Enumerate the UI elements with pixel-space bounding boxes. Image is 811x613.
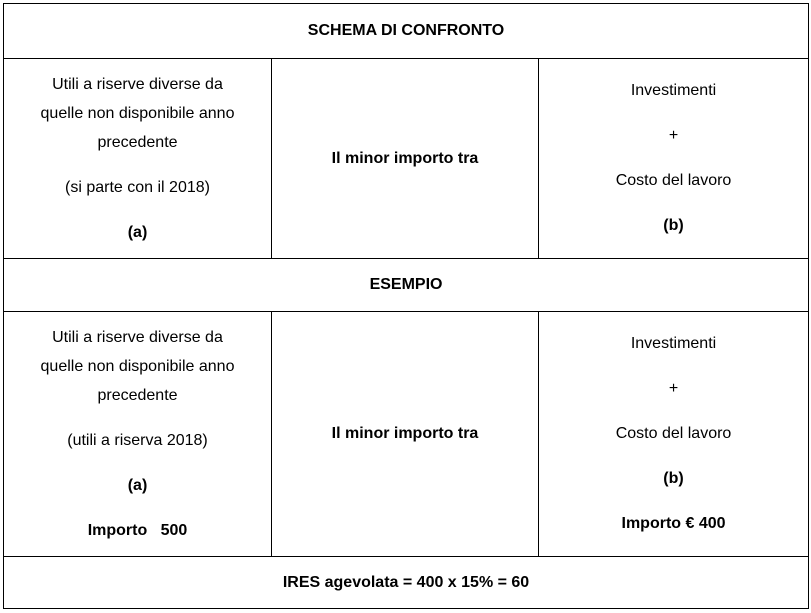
example-left-line-3: precedente (97, 386, 178, 404)
example-right-amount: Importo € 400 (621, 515, 726, 532)
footer-row (4, 557, 809, 609)
example-title: ESEMPIO (4, 259, 809, 312)
example-left-cell (4, 312, 272, 557)
example-header-row (4, 259, 809, 312)
example-left-line-1: Utili a riserve diverse da (52, 328, 223, 346)
example-right-label: (b) (663, 470, 684, 487)
ires-formula: IRES agevolata = 400 x 15% = 60 (4, 557, 809, 609)
example-left-note: (utili a riserva 2018) (67, 431, 208, 449)
schema-header-row (4, 4, 809, 59)
example-left-line-2: quelle non disponibile anno (40, 357, 235, 375)
example-row (4, 312, 809, 557)
schema-left-line-1: Utili a riserve diverse da (52, 75, 223, 93)
example-right-cell (539, 312, 809, 557)
example-left-label: (a) (127, 476, 148, 494)
schema-right-label: (b) (663, 217, 684, 234)
example-right-plus: + (668, 380, 679, 397)
comparison-table (3, 3, 809, 609)
example-middle-cell: Il minor importo tra (272, 312, 539, 557)
schema-title: SCHEMA DI CONFRONTO (4, 4, 809, 59)
schema-left-line-3: precedente (97, 133, 178, 151)
schema-right-investimenti: Investimenti (630, 82, 717, 99)
schema-right-costo-lavoro: Costo del lavoro (615, 172, 732, 189)
schema-right-cell (539, 59, 809, 259)
schema-left-label: (a) (127, 223, 148, 241)
schema-row (4, 59, 809, 259)
schema-left-cell (4, 59, 272, 259)
example-right-investimenti: Investimenti (630, 335, 717, 352)
schema-right-plus: + (668, 127, 679, 144)
schema-middle-cell: Il minor importo tra (272, 59, 539, 259)
example-left-amount: Importo 500 (87, 521, 188, 539)
example-right-costo-lavoro: Costo del lavoro (615, 425, 732, 442)
schema-left-line-2: quelle non disponibile anno (40, 104, 235, 122)
schema-left-note: (si parte con il 2018) (65, 178, 210, 196)
